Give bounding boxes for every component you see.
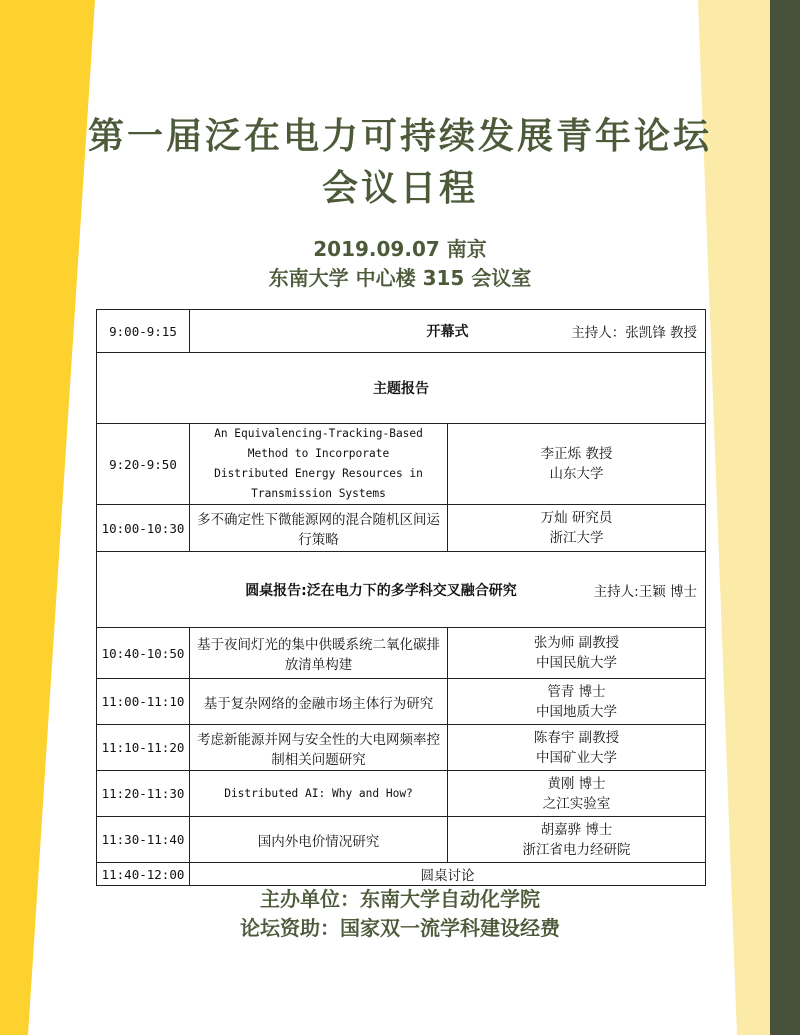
time-cell: 10:40-10:50 [97,628,190,679]
table-row [97,552,706,628]
speaker-cell [448,771,706,817]
speaker-affiliation: 中国地质大学 [536,703,617,720]
roundtable-title: 圆桌报告:泛在电力下的多学科交叉融合研究 [245,582,517,599]
topic-cell: Distributed AI: Why and How? [190,771,448,817]
time-cell: 11:00-11:10 [97,679,190,725]
closing-cell: 圆桌讨论 [190,863,706,886]
table-row [97,725,706,771]
speaker-cell [448,817,706,863]
page-title: 第一届泛在电力可持续发展青年论坛 [87,116,712,157]
speaker-cell [448,424,706,505]
speaker-cell [448,628,706,679]
venue: 东南大学 中心楼 315 会议室 [268,266,532,290]
speaker-name: 陈春宇 副教授 [533,729,620,746]
topic-cell: 考虑新能源并网与安全性的大电网频率控制相关问题研究 [190,725,448,771]
speaker-affiliation: 浙江省电力经研院 [522,841,631,858]
topic-cell [190,424,448,505]
table-row [97,817,706,863]
time-cell: 10:00-10:30 [97,505,190,552]
roundtable-header [97,552,706,628]
speaker-name: 万灿 研究员 [540,510,613,526]
organizer: 主办单位：东南大学自动化学院 [260,887,540,911]
table-row [97,505,706,552]
time-cell: 11:40-12:00 [97,863,190,886]
speaker-name: 黄刚 博士 [547,775,606,792]
speaker-name: 胡嘉骅 博士 [540,821,613,838]
speaker-affiliation: 山东大学 [549,466,604,482]
time-cell: 9:20-9:50 [97,424,190,505]
page-subtitle: 会议日程 [321,168,478,209]
table-row [97,771,706,817]
speaker-affiliation: 中国民航大学 [536,655,617,671]
table-row [97,424,706,505]
topic-cell: 基于夜间灯光的集中供暖系统二氧化碳排放清单构建 [190,628,448,679]
sponsor: 论坛资助：国家双一流学科建设经费 [240,916,560,940]
speaker-name: 管青 博士 [547,683,606,700]
roundtable-host: 主持人:王颖 博士 [593,583,697,600]
time-cell: 11:30-11:40 [97,817,190,863]
agenda-table [96,309,706,886]
table-row [97,353,706,424]
speaker-affiliation: 之江实验室 [542,795,611,812]
topic-line: Distributed Energy Resources in Transmission Systems [214,467,423,500]
speaker-cell [448,505,706,552]
time-cell: 11:10-11:20 [97,725,190,771]
table-row [97,679,706,725]
topic-cell: 基于复杂网络的金融市场主体行为研究 [190,679,448,725]
table-row [97,310,706,353]
topic-line: An Equivalencing-Tracking-Based Method to Incorporate [214,427,423,460]
speaker-affiliation: 中国矿业大学 [536,749,617,766]
keynote-header: 主题报告 [97,353,706,424]
speaker-name: 李正烁 教授 [540,446,613,462]
topic-cell: 国内外电价情况研究 [190,817,448,863]
opening-host: 主持人：张凯锋 教授 [571,325,697,341]
speaker-cell [448,679,706,725]
table-row [97,628,706,679]
speaker-name: 张为师 副教授 [533,635,620,651]
date-location: 2019.09.07 南京 [313,237,487,261]
topic-cell: 多不确定性下微能源网的混合随机区间运行策略 [190,505,448,552]
speaker-cell [448,725,706,771]
speaker-affiliation: 浙江大学 [549,530,604,546]
opening-title: 开幕式 [426,324,469,340]
time-cell: 9:00-9:15 [97,310,190,353]
opening-cell [190,310,706,353]
time-cell: 11:20-11:30 [97,771,190,817]
